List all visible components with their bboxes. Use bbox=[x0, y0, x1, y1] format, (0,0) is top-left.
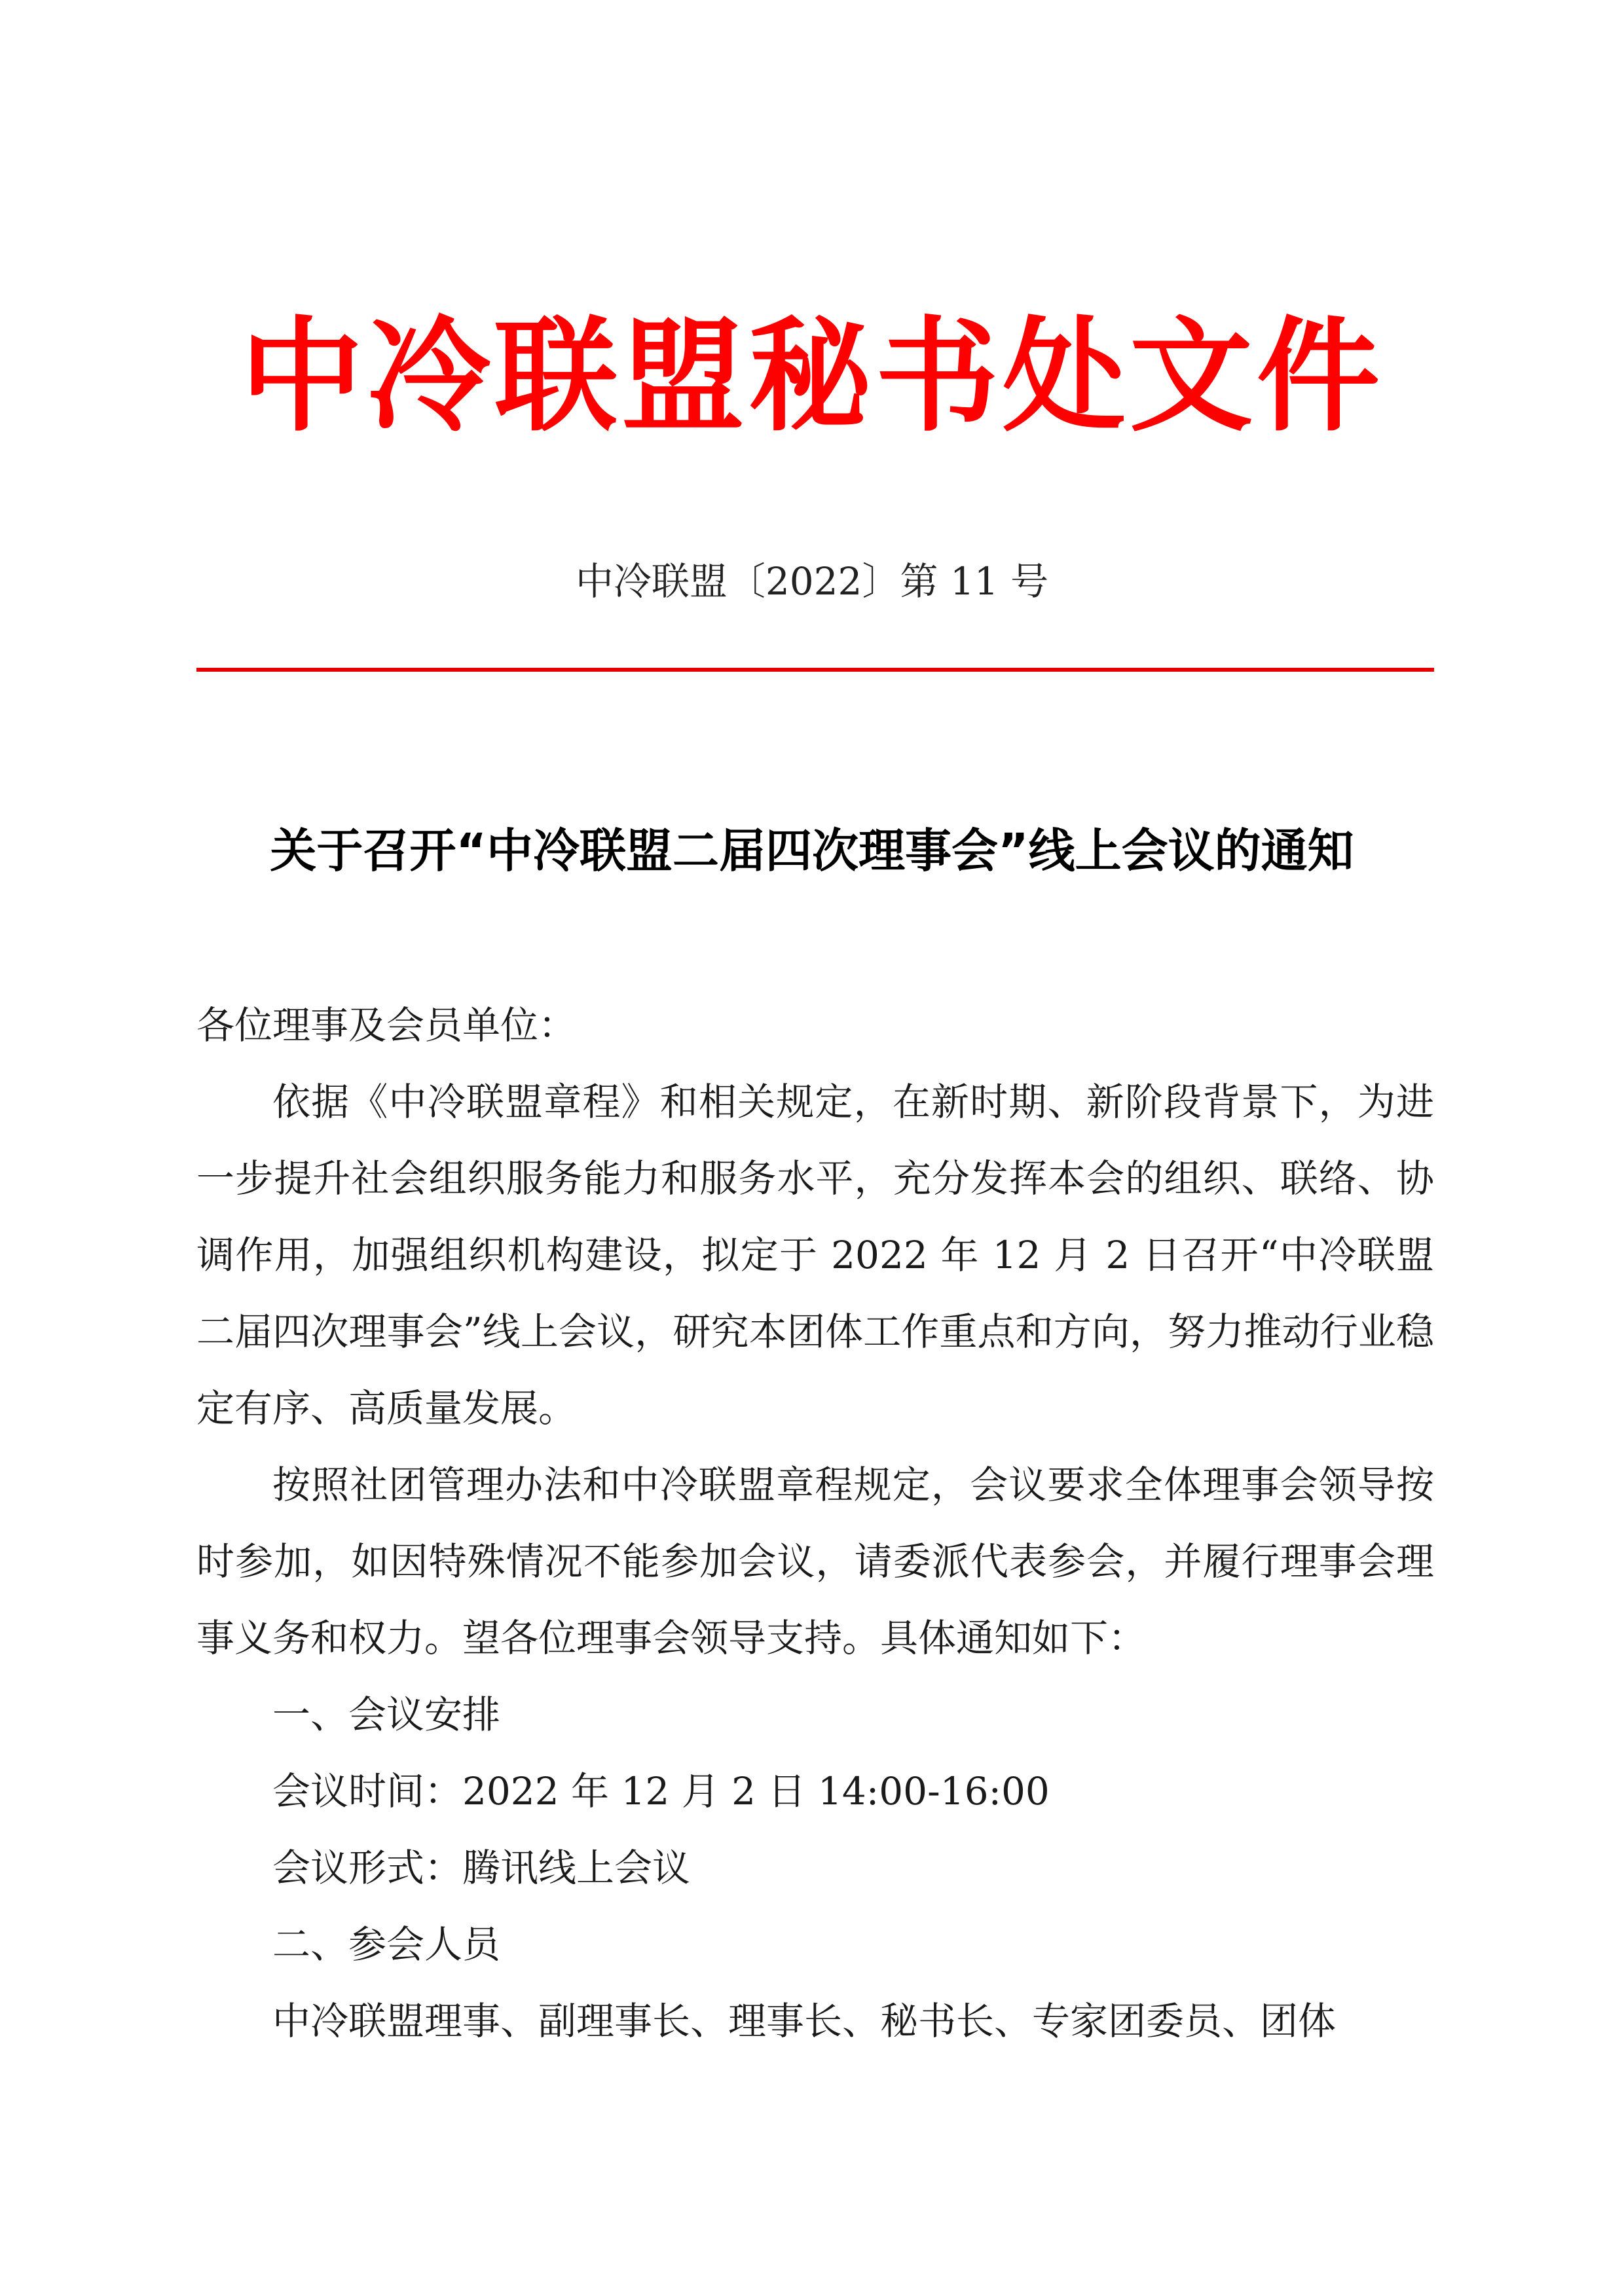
masthead-title: 中冷联盟秘书处文件 bbox=[240, 304, 1384, 448]
document-number: 中冷联盟〔2022〕第 11 号 bbox=[575, 559, 1049, 604]
meeting-time: 会议时间：2022 年 12 月 2 日 14:00-16:00 bbox=[272, 1769, 1050, 1813]
notice-title: 关于召开“中冷联盟二届四次理事会”线上会议的通知 bbox=[270, 824, 1354, 878]
red-divider-line bbox=[196, 668, 1434, 672]
section-heading-arrangement: 一、会议安排 bbox=[272, 1692, 501, 1737]
notice-body bbox=[196, 987, 1434, 2060]
salutation: 各位理事及会员单位： bbox=[196, 1003, 577, 1048]
paragraph-requirements: 按照社团管理办法和中冷联盟章程规定，会议要求全体理事会领导按时参加，如因特殊情况不能参加会议，请委派代表参会，并履行理事会理事义务和权力。望各位理事会领导支持。具体通知如下： bbox=[196, 1463, 1434, 1660]
meeting-format: 会议形式：腾讯线上会议 bbox=[272, 1846, 691, 1890]
paragraph-purpose: 依据《中冷联盟章程》和相关规定，在新时期、新阶段背景下，为进一步提升社会组织服务能力和服务水平，充分发挥本会的组织、联络、协调作用，加强组织机构建设，拟定于 2022 年 12 月 2 日召开“中冷联盟二届四次理事会”线上会议，研究本团体工作重点和方向，努力推动行业稳定有序、高质量发展。 bbox=[196, 1080, 1434, 1430]
section-heading-attendees: 二、参会人员 bbox=[272, 1922, 501, 1967]
attendees-list: 中冷联盟理事、副理事长、理事长、秘书长、专家团委员、团体 bbox=[272, 1999, 1337, 2043]
